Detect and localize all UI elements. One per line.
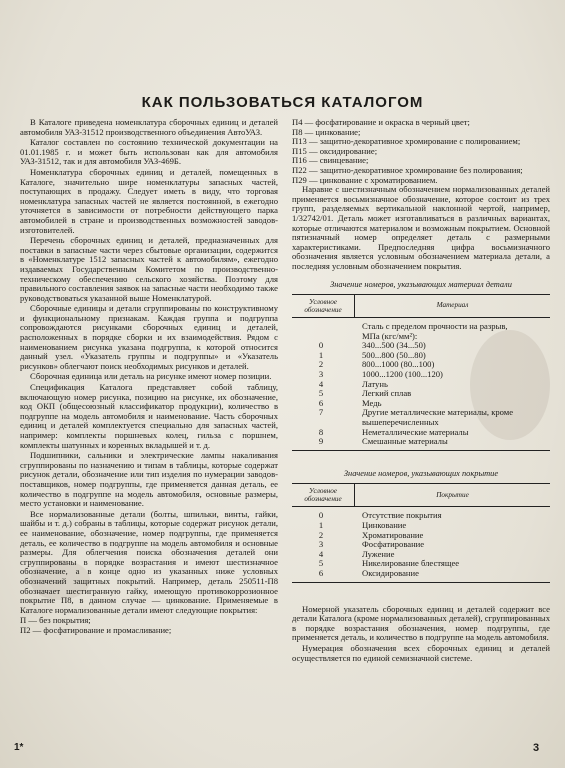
left-coating-list [20, 616, 278, 635]
row-code: 6 [318, 397, 324, 408]
coating-item: П15 — оксидирование; [292, 145, 378, 156]
page-title: КАК ПОЛЬЗОВАТЬСЯ КАТАЛОГОМ [141, 94, 424, 111]
paragraph: Подшипники, сальники и электрические лампы накаливания сгруппированы по назначению и типам в таблицы, которые содержат рисунок детали, обозначение или тип изделия по нумерации заводов-поставщиков, номер подгруппы, где применяется данная деталь, ее количество в подгруппе на модель автомобиля, основные размеры, место установки и наименование. [20, 450, 278, 509]
coating-item: П — без покрытия; [20, 615, 91, 626]
page-number: 3 [533, 742, 540, 754]
row-text: Сталь с пределом прочности на разрыв, [362, 321, 508, 332]
coating-item: П16 — свинцевание; [292, 155, 369, 166]
row-text: Никелирование блестящее [362, 558, 460, 569]
material-table-caption: Значение номеров, указывающих материал детали [330, 279, 512, 289]
row-code: 3 [318, 539, 324, 550]
coating-table-col-code: Условное обозначение [292, 484, 355, 506]
row-text: вышеперечисленных [362, 417, 439, 428]
material-table-header [292, 295, 550, 318]
row-code: 4 [318, 378, 324, 389]
row-text: Отсутствие покрытия [362, 510, 442, 521]
signature-mark: 1* [14, 742, 24, 753]
row-code: 7 [318, 407, 324, 418]
coating-item: П2 — фосфатирование и промасливание; [20, 624, 172, 635]
table-row [292, 437, 550, 447]
row-text: Лужение [362, 548, 395, 559]
row-code: 0 [318, 340, 324, 351]
row-text: Фосфатирование [362, 539, 425, 550]
row-code: 5 [318, 558, 324, 569]
table-row [292, 559, 550, 569]
row-code: 1 [318, 520, 324, 530]
row-code: 2 [318, 529, 324, 540]
eight-digit-paragraph: Наравне с шестизначным обозначением нормализованных деталей применяется восьмизначное обозначение, которое состоит из трех групп, разделяемых вертикальной наклонной чертой, например, 1/32742/01. Деталь может изготавливаться в различных вариантах, которые отличаются материалом и возможным покрытием. Основной пятизначный номер определяет деталь с размерными характеристиками. Предпоследняя цифра восьмизначного обозначения является условным обозначением материала детали, а последняя условным обозначением покрытия. [292, 184, 550, 271]
coating-table-header [292, 484, 550, 507]
coating-table-col-coating: Покрытие [436, 490, 469, 499]
table-row [292, 380, 550, 390]
row-code: 8 [318, 426, 324, 437]
paragraph: Перечень сборочных единиц и деталей, предназначенных для поставки в запасные части через сбытовые организации, содержится в «Номенклатуре 1512 запасных частей к автомобилям», ежегодно издаваемых Государственным Комитетом по производственно-техническому обеспечению сельского хозяйства. Поэтому для правильного составления заявок на запасные части необходимо также руководствоваться указанной выше Номенклатурой. [20, 235, 278, 303]
row-text: 1000...1200 (100...120) [362, 369, 443, 380]
material-table-body [292, 318, 550, 450]
coating-table-body [292, 507, 550, 581]
row-code: 9 [318, 436, 324, 447]
paragraph: Сборочные единицы и детали сгруппированы по конструктивному и функциональному признакам. Каждая группа и подгруппа сопровождаются рисунками сборочных единиц и деталей, расположенных в порядке сборки и их взаимодействия. Рядом с наименованием рисунка указана подгруппа, к которой относится данный узел. «Указатель группы и подгруппы» и «Указатель рисунков» облегчают поиск необходимых рисунков и деталей. [20, 303, 278, 371]
row-code: 3 [318, 369, 324, 380]
row-text: Латунь [362, 378, 388, 389]
paragraph: Каталог составлен по состоянию технической документации на 01.01.1985 г. и может быть использован как для автомобиля УАЗ-31512, так и для автомобиля УАЗ-469Б. [20, 137, 278, 167]
right-column [292, 118, 550, 664]
row-code: 1 [318, 349, 324, 360]
row-code: 2 [318, 359, 324, 370]
paragraph: Номерной указатель сборочных единиц и деталей содержит все детали Каталога (кроме нормализованных деталей), сгруппированных в порядке возрастания обозначения, номер подгруппы, где применяется деталь, и количество в подгруппе на модель автомобиля. [292, 603, 550, 643]
left-column [20, 118, 278, 635]
left-paragraphs [20, 118, 278, 615]
row-text: МПа (кгс/мм²): [362, 330, 418, 341]
row-code: 6 [318, 567, 324, 578]
row-text: Другие металлические материалы, кроме [362, 407, 514, 418]
table-row [292, 511, 550, 521]
table-row [292, 322, 550, 332]
table-row [292, 370, 550, 380]
coating-item: П4 — фосфатирование и окраска в черный цвет; [292, 117, 470, 127]
row-text: 340...500 (34...50) [362, 340, 426, 351]
right-coating-list [292, 118, 550, 185]
paragraph: Все нормализованные детали (болты, шпильки, винты, гайки, шайбы и т. д.) собраны в таблицы, которые содержат рисунок детали, ее наименование, обозначение, номер подгруппы, где применяется деталь, ее количество в подгруппе на модель автомобиля и основные размеры. Для облегчения поиска обозначения деталей они сгруппированы в порядке возрастания и имеют шестизначное обозначение, а в конце одно из указанных ниже условных обозначений защитных покрытий. Например, деталь 250511-П8 обозначает шестигранную гайку, имеющую противокоррозионное покрытие П8, в данном случае — цинкование. Применяемые в Каталоге нормализованные детали имеют следующие покрытия: [20, 508, 278, 615]
paragraph: Спецификация Каталога представляет собой таблицу, включающую номер рисунка, позицию на рисунке, их обозначение, код ОКП (общесоюзный классификатор продукции), количество в подгруппе на модель автомобиля и наименование. Часть сборочных единиц и деталей комплектуется специально для запасных частей, например: комплекты поршневых колец, гильза с поршнем, комплекты шатунных и коренных вкладышей и т. д. [20, 382, 278, 450]
row-code: 5 [318, 388, 324, 399]
row-code [292, 322, 350, 332]
paragraph: Номенклатура сборочных единиц и деталей, помещенных в Каталоге, значительно шире номенклатуры запасных частей, поступающих в продажу. Следует иметь в виду, что торговая номенклатура запасных частей не является постоянной, в ежегодно уточняется в зависимости от потребности действующего парка автомобилей в стране и производственных возможностей заводов-изготовителей. [20, 166, 278, 235]
row-text: Оксидирование [362, 567, 419, 578]
row-text: Цинкование [362, 520, 407, 530]
coating-item: П29 — цинкование с хроматированием. [292, 174, 438, 185]
coating-table-caption: Значение номеров, указывающих покрытие [343, 468, 499, 478]
row-text: Неметаллические материалы [362, 426, 469, 437]
right-bottom-paragraphs [292, 605, 550, 664]
paragraph: Сборочная единица или деталь на рисунке имеют номер позиции. [30, 371, 272, 382]
paragraph: Нумерация обозначения всех сборочных единиц и деталей осуществляется по единой семизначной системе. [292, 642, 550, 663]
table-row [292, 540, 550, 550]
material-table [292, 294, 550, 451]
row-text: 800...1000 (80...100) [362, 359, 435, 370]
coating-item: П13 — защитно-декоративное хромирование с полированием; [292, 136, 521, 147]
row-text: Смешанные материалы [362, 436, 448, 447]
material-table-col-code: Условное обозначение [292, 295, 355, 317]
coating-item: П8 — цинкование; [292, 126, 361, 137]
paragraph: В Каталоге приведена номенклатура сборочных единиц и деталей автомобиля УАЗ-31512 производственного объединения АвтоУАЗ. [20, 117, 278, 137]
row-code: 0 [318, 510, 324, 521]
row-text: Медь [362, 397, 382, 408]
row-code: 4 [318, 548, 324, 559]
table-row [292, 389, 550, 399]
row-text: 500...800 (50...80) [362, 349, 426, 360]
row-text: Легкий сплав [362, 388, 412, 399]
row-text: Хроматирование [362, 529, 424, 540]
coating-table [292, 483, 550, 582]
table-row [292, 569, 550, 579]
material-table-col-material: Материал [436, 301, 469, 310]
coating-item: П22 — защитно-декоративное хромирование без полирования; [292, 164, 523, 175]
